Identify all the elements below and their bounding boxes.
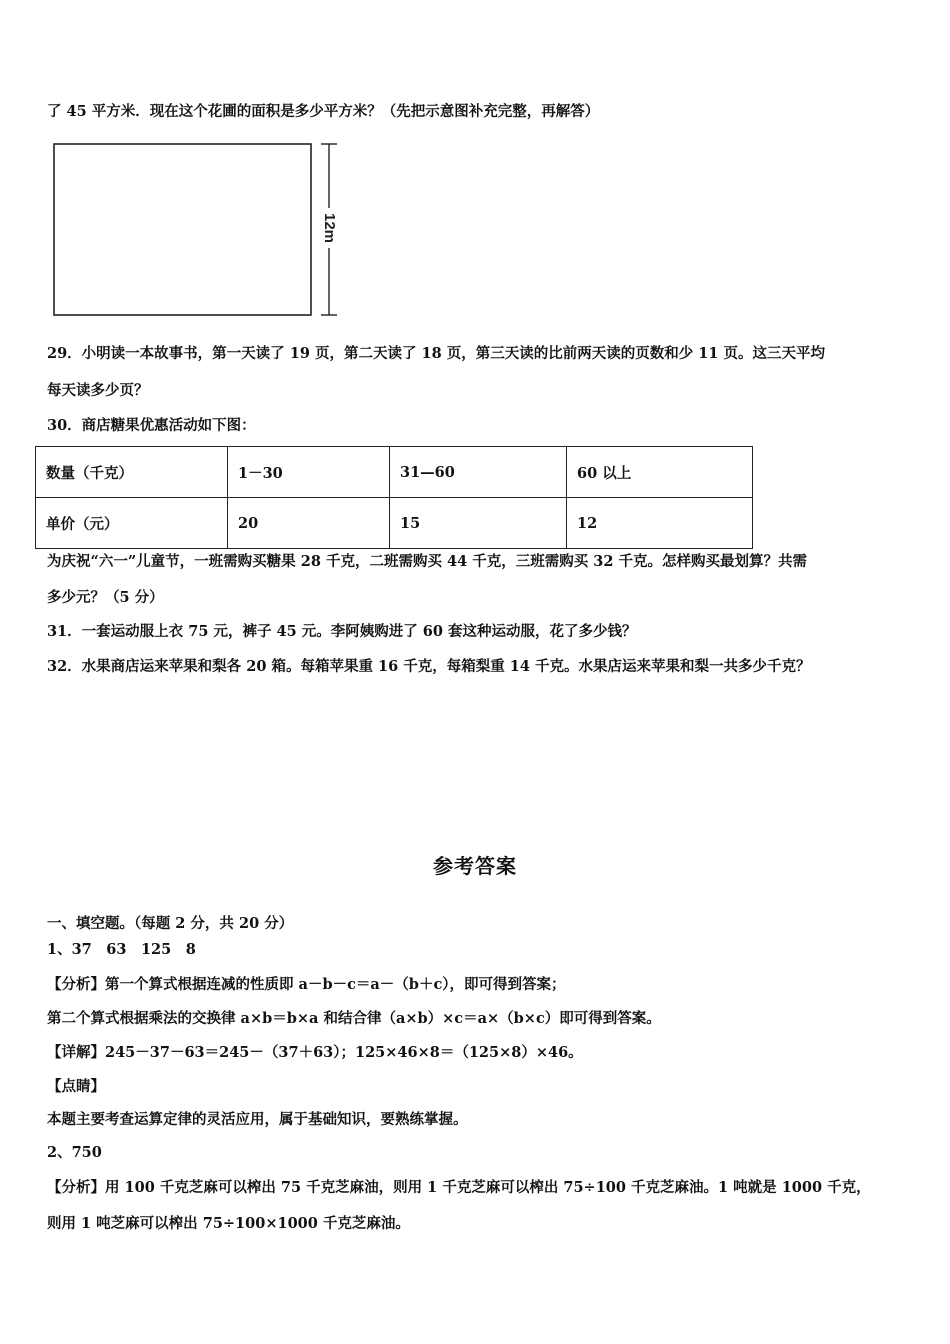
table-row (36, 447, 753, 498)
rectangle-figure (47, 138, 367, 323)
answer-1-comment: 本题主要考查运算定律的灵活应用，属于基础知识，要熟练掌握。 (47, 1111, 468, 1128)
answers-title: 参考答案 (433, 854, 517, 878)
answer-1: 1、37 63 125 8 (47, 941, 196, 958)
table-cell: 60 以上 (567, 447, 753, 498)
table-cell: 15 (390, 498, 567, 549)
q28-tail-text: 了 45 平方米．现在这个花圃的面积是多少平方米？（先把示意图补充完整，再解答） (47, 103, 600, 120)
q31-text: 31．一套运动服上衣 75 元，裤子 45 元。李阿姨购进了 60 套这种运动服，花了多少钱？ (47, 623, 637, 640)
dimension-label: 12m (321, 212, 339, 244)
table-cell: 31—60 (390, 447, 567, 498)
answer-1-analysis-2: 第二个算式根据乘法的交换律 a×b＝b×a 和结合律（a×b）×c＝a×（b×c）即可得到答案。 (47, 1010, 661, 1027)
table-row (36, 498, 753, 549)
table-cell: 单价（元） (36, 498, 228, 549)
garden-rectangle (54, 144, 311, 315)
answer-1-analysis: 【分析】第一个算式根据连减的性质即 a－b－c＝a－（b＋c），即可得到答案； (47, 976, 566, 993)
answer-1-comment-label: 【点睛】 (47, 1078, 105, 1095)
answer-2: 2、750 (47, 1144, 102, 1161)
rectangle-diagram (47, 138, 367, 327)
answer-2-analysis-1: 【分析】用 100 千克芝麻可以榨出 75 千克芝麻油，则用 1 千克芝麻可以榨出 75÷100 千克芝麻油。1 吨就是 1000 千克， (47, 1179, 871, 1196)
table-cell: 20 (228, 498, 390, 549)
q30-intro: 30．商店糖果优惠活动如下图： (47, 417, 256, 434)
answers-section-heading: 一、填空题。（每题 2 分，共 20 分） (47, 915, 294, 932)
table-cell: 12 (567, 498, 753, 549)
answer-2-analysis-2: 则用 1 吨芝麻可以榨出 75÷100×1000 千克芝麻油。 (47, 1215, 410, 1232)
table-cell: 1－30 (228, 447, 390, 498)
q29-line1: 29．小明读一本故事书，第一天读了 19 页，第二天读了 18 页，第三天读的比前两天读的页数和少 11 页。这三天平均 (47, 345, 825, 362)
promo-table (35, 446, 753, 549)
q32-text: 32．水果商店运来苹果和梨各 20 箱。每箱苹果重 16 千克，每箱梨重 14 千克。水果店运来苹果和梨一共多少千克？ (47, 658, 811, 675)
table-cell: 数量（千克） (36, 447, 228, 498)
q30-line1: 为庆祝“六一”儿童节，一班需购买糖果 28 千克，二班需购买 44 千克，三班需购买 32 千克。怎样购买最划算？共需 (47, 553, 807, 570)
q30-line2: 多少元？（5 分） (47, 589, 164, 606)
answer-1-detail: 【详解】245－37－63＝245－（37＋63）；125×46×8＝（125×8）×46。 (47, 1044, 583, 1061)
q29-line2: 每天读多少页？ (47, 382, 149, 399)
